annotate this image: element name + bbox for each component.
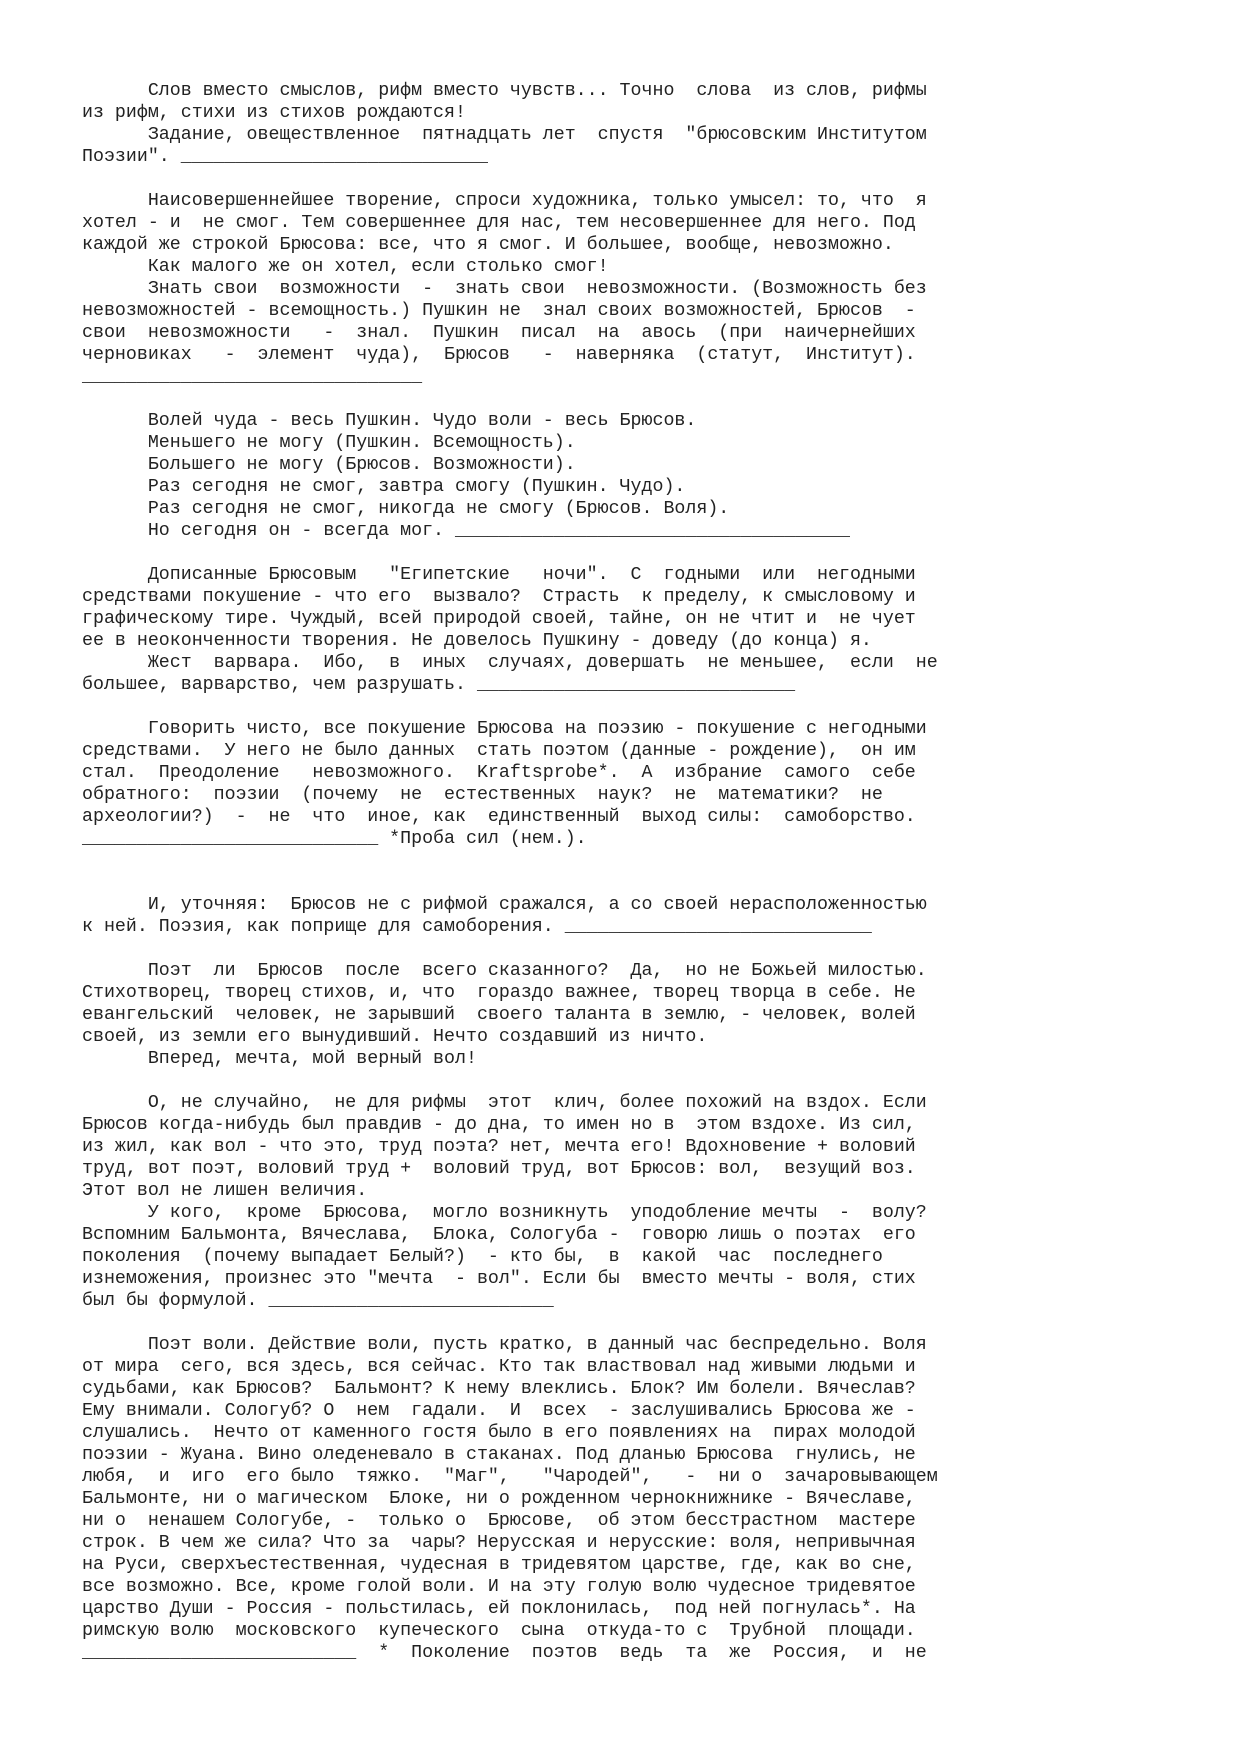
text-line: [82, 168, 1182, 190]
text-line: хотел - и не смог. Тем совершеннее для нас, тем несовершеннее для него. Под: [82, 213, 916, 233]
text-line: И, уточняя: Брюсов не с рифмой сражался, а со своей нерасположенностью: [82, 895, 927, 915]
text-line: Раз сегодня не смог, завтра смогу (Пушкин. Чудо).: [82, 477, 686, 497]
text-line: Знать свои возможности - знать свои невозможности. (Возможность без: [82, 279, 927, 299]
text-line: ее в неоконченности творения. Не довелось Пушкину - доведу (до конца) я.: [82, 631, 872, 651]
text-line: большее, варварство, чем разрушать. _____________________________: [82, 675, 796, 695]
text-line: [82, 696, 1182, 718]
text-line: Поэт воли. Действие воли, пусть кратко, в данный час беспредельно. Воля: [82, 1335, 927, 1355]
text-line: Жест варвара. Ибо, в иных случаях, довершать не меньшее, если не: [82, 653, 938, 673]
text-line: изнеможения, произнес это "мечта - вол". Если бы вместо мечты - воля, стих: [82, 1269, 916, 1289]
text-line: невозможностей - всемощность.) Пушкин не знал своих возможностей, Брюсов -: [82, 301, 916, 321]
text-line: средствами. У него не было данных стать поэтом (данные - рождение), он им: [82, 741, 916, 761]
text-line: [82, 850, 1182, 872]
text-line: черновиках - элемент чуда), Брюсов - наверняка (статут, Институт).: [82, 345, 916, 365]
text-line: судьбами, как Брюсов? Бальмонт? К нему влеклись. Блок? Им болели. Вячеслав?: [82, 1379, 916, 1399]
text-line: Стихотворец, творец стихов, и, что гораздо важнее, творец творца в себе. Не: [82, 983, 916, 1003]
text-line: Этот вол не лишен величия.: [82, 1181, 368, 1201]
text-line: Волей чуда - весь Пушкин. Чудо воли - весь Брюсов.: [82, 411, 697, 431]
text-line: Ему внимали. Сологуб? О нем гадали. И всех - заслушивались Брюсова же -: [82, 1401, 916, 1421]
text-line: Вперед, мечта, мой верный вол!: [82, 1049, 477, 1069]
text-line: Вспомним Бальмонта, Вячеслава, Блока, Сологуба - говорю лишь о поэтах его: [82, 1225, 916, 1245]
text-line: [82, 872, 1182, 894]
text-line: все возможно. Все, кроме голой воли. И на эту голую волю чудесное тридевятое: [82, 1577, 916, 1597]
text-line: на Руси, сверхъестественная, чудесная в тридевятом царстве, где, как во сне,: [82, 1555, 916, 1575]
text-line: ___________________________ *Проба сил (нем.).: [82, 829, 587, 849]
text-line: строк. В чем же сила? Что за чары? Нерусская и нерусские: воля, непривычная: [82, 1533, 916, 1553]
text-line: Брюсов когда-нибудь был правдив - до дна, то имен но в этом вздохе. Из сил,: [82, 1115, 916, 1135]
text-line: У кого, кроме Брюсова, могло возникнуть уподобление мечты - волу?: [82, 1203, 927, 1223]
text-line: Раз сегодня не смог, никогда не смогу (Брюсов. Воля).: [82, 499, 730, 519]
text-line: [82, 938, 1182, 960]
text-line: Большего не могу (Брюсов. Возможности).: [82, 455, 576, 475]
text-line: Но сегодня он - всегда мог. ____________________________________: [82, 521, 850, 541]
text-line: [82, 542, 1182, 564]
text-line: из рифм, стихи из стихов рождаются!: [82, 103, 466, 123]
text-line: [82, 1070, 1182, 1092]
text-line: любя, и иго его было тяжко. "Маг", "Чародей", - ни о зачаровывающем: [82, 1467, 938, 1487]
text-line: Меньшего не могу (Пушкин. Всемощность).: [82, 433, 576, 453]
text-line: труд, вот поэт, воловий труд + воловий труд, вот Брюсов: вол, везущий воз.: [82, 1159, 916, 1179]
text-line: Слов вместо смыслов, рифм вместо чувств... Точно слова из слов, рифмы: [82, 81, 927, 101]
text-line: ни о ненашем Сологубе, - только о Брюсове, об этом бесстрастном мастере: [82, 1511, 916, 1531]
text-line: _______________________________: [82, 367, 423, 387]
text-line: графическому тире. Чуждый, всей природой своей, тайне, он не чтит и не чует: [82, 609, 916, 629]
text-line: евангельский человек, не зарывший своего таланта в землю, - человек, волей: [82, 1005, 916, 1025]
text-line: римскую волю московского купеческого сына откуда-то с Трубной площади.: [82, 1621, 916, 1641]
text-line: О, не случайно, не для рифмы этот клич, более похожий на вздох. Если: [82, 1093, 927, 1113]
text-line: стал. Преодоление невозможного. Kraftsprobe*. А избрание самого себе: [82, 763, 916, 783]
text-line: [82, 388, 1182, 410]
text-line: своей, из земли его вынудивший. Нечто создавший из ничто.: [82, 1027, 708, 1047]
text-line: обратного: поэзии (почему не естественных наук? не математики? не: [82, 785, 883, 805]
text-line: Дописанные Брюсовым "Египетские ночи". С годными или негодными: [82, 565, 916, 585]
text-line: поэзии - Жуана. Вино оледеневало в стаканах. Под дланью Брюсова гнулись, не: [82, 1445, 916, 1465]
text-line: поколения (почему выпадает Белый?) - кто бы, в какой час последнего: [82, 1247, 883, 1267]
text-line: слушались. Нечто от каменного гостя было в его появлениях на пирах молодой: [82, 1423, 916, 1443]
text-line: свои невозможности - знал. Пушкин писал на авось (при наичернейших: [82, 323, 916, 343]
text-line: к ней. Поэзия, как поприще для самоборения. ____________________________: [82, 917, 872, 937]
text-line: каждой же строкой Брюсова: все, что я смог. И большее, вообще, невозможно.: [82, 235, 894, 255]
text-line: Говорить чисто, все покушение Брюсова на поэзию - покушение с негодными: [82, 719, 927, 739]
text-line: Как малого же он хотел, если столько смог!: [82, 257, 609, 277]
text-line: _________________________ * Поколение поэтов ведь та же Россия, и не: [82, 1643, 927, 1663]
text-line: из жил, как вол - что это, труд поэта? нет, мечта его! Вдохновение + воловий: [82, 1137, 916, 1157]
text-line: Наисовершеннейшее творение, спроси художника, только умысел: то, что я: [82, 191, 927, 211]
text-line: [82, 1312, 1182, 1334]
text-line: был бы формулой. __________________________: [82, 1291, 554, 1311]
text-line: Поэт ли Брюсов после всего сказанного? Да, но не Божьей милостью.: [82, 961, 927, 981]
text-line: от мира сего, вся здесь, вся сейчас. Кто так властвовал над живыми людьми и: [82, 1357, 916, 1377]
text-line: средствами покушение - что его вызвало? Страсть к пределу, к смысловому и: [82, 587, 916, 607]
text-line: Бальмонте, ни о магическом Блоке, ни о рожденном чернокнижнике - Вячеславе,: [82, 1489, 916, 1509]
text-line: Поэзии". ____________________________: [82, 147, 488, 167]
document-text: [82, 80, 1182, 1664]
text-line: царство Души - Россия - польстилась, ей поклонилась, под ней погнулась*. На: [82, 1599, 916, 1619]
text-line: Задание, овеществленное пятнадцать лет спустя "брюсовским Институтом: [82, 125, 927, 145]
text-line: археологии?) - не что иное, как единственный выход силы: самоборство.: [82, 807, 916, 827]
